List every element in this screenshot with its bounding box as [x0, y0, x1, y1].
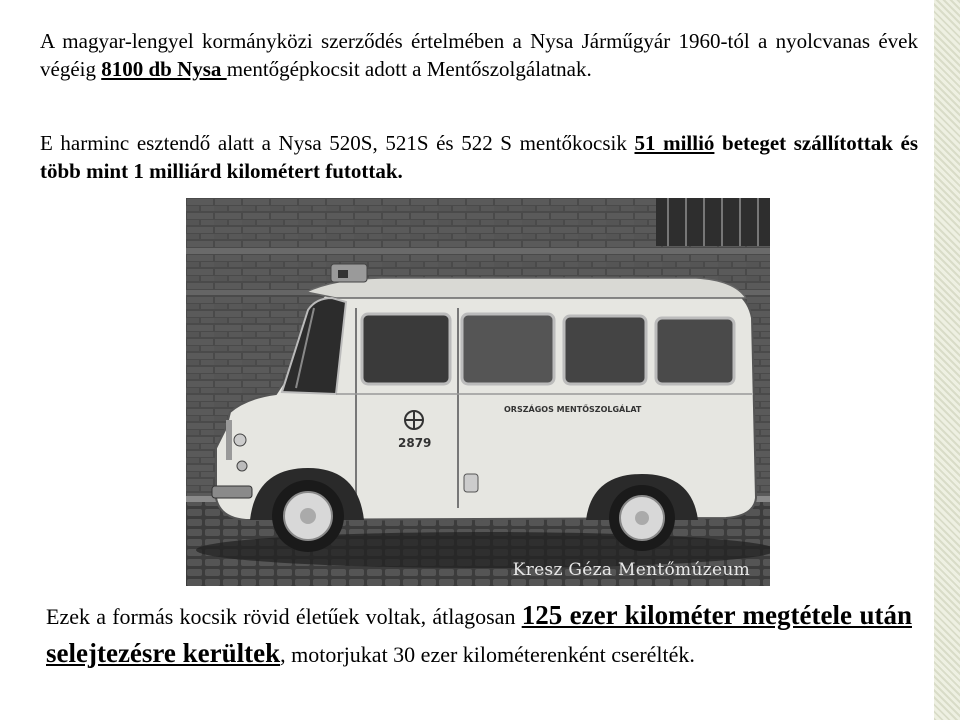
photo-caption: Kresz Géza Mentőmúzeum [512, 560, 750, 580]
ambulance-illustration [186, 198, 770, 586]
closing-paragraph [46, 597, 912, 673]
stats-highlight: 51 millió [634, 131, 715, 155]
closing-text-1: Ezek a formás kocsik rövid életűek voltak, átlagosan [46, 604, 522, 629]
closing-text-2: , motorjukat 30 ezer kilométerenként cserélték. [280, 642, 695, 667]
vehicle-number: 2879 [398, 436, 432, 450]
vehicle-side-text: ORSZÁGOS MENTŐSZOLGÁLAT [504, 405, 642, 414]
stats-text-1: E harminc esztendő alatt a Nysa 520S, 521S és 522 S mentőkocsik [40, 131, 635, 155]
intro-text-2: mentőgépkocsit adott a Mentőszolgálatnak. [226, 57, 592, 81]
intro-paragraph [40, 27, 918, 83]
stats-paragraph [40, 129, 918, 185]
ambulance-photo [186, 198, 770, 586]
stats-text-2: beteget szállítottak és több mint 1 milliárd kilométert futottak. [40, 131, 918, 183]
intro-highlight: 8100 db Nysa [101, 57, 227, 81]
intro-text-1: A magyar-lengyel kormányközi szerződés értelmében a Nysa Járműgyár 1960-tól a nyolcvanas évek végéig [40, 29, 918, 81]
decorative-edge-pattern [934, 0, 960, 720]
closing-highlight: 125 ezer kilométer megtétele után selejtezésre kerültek [46, 600, 912, 668]
